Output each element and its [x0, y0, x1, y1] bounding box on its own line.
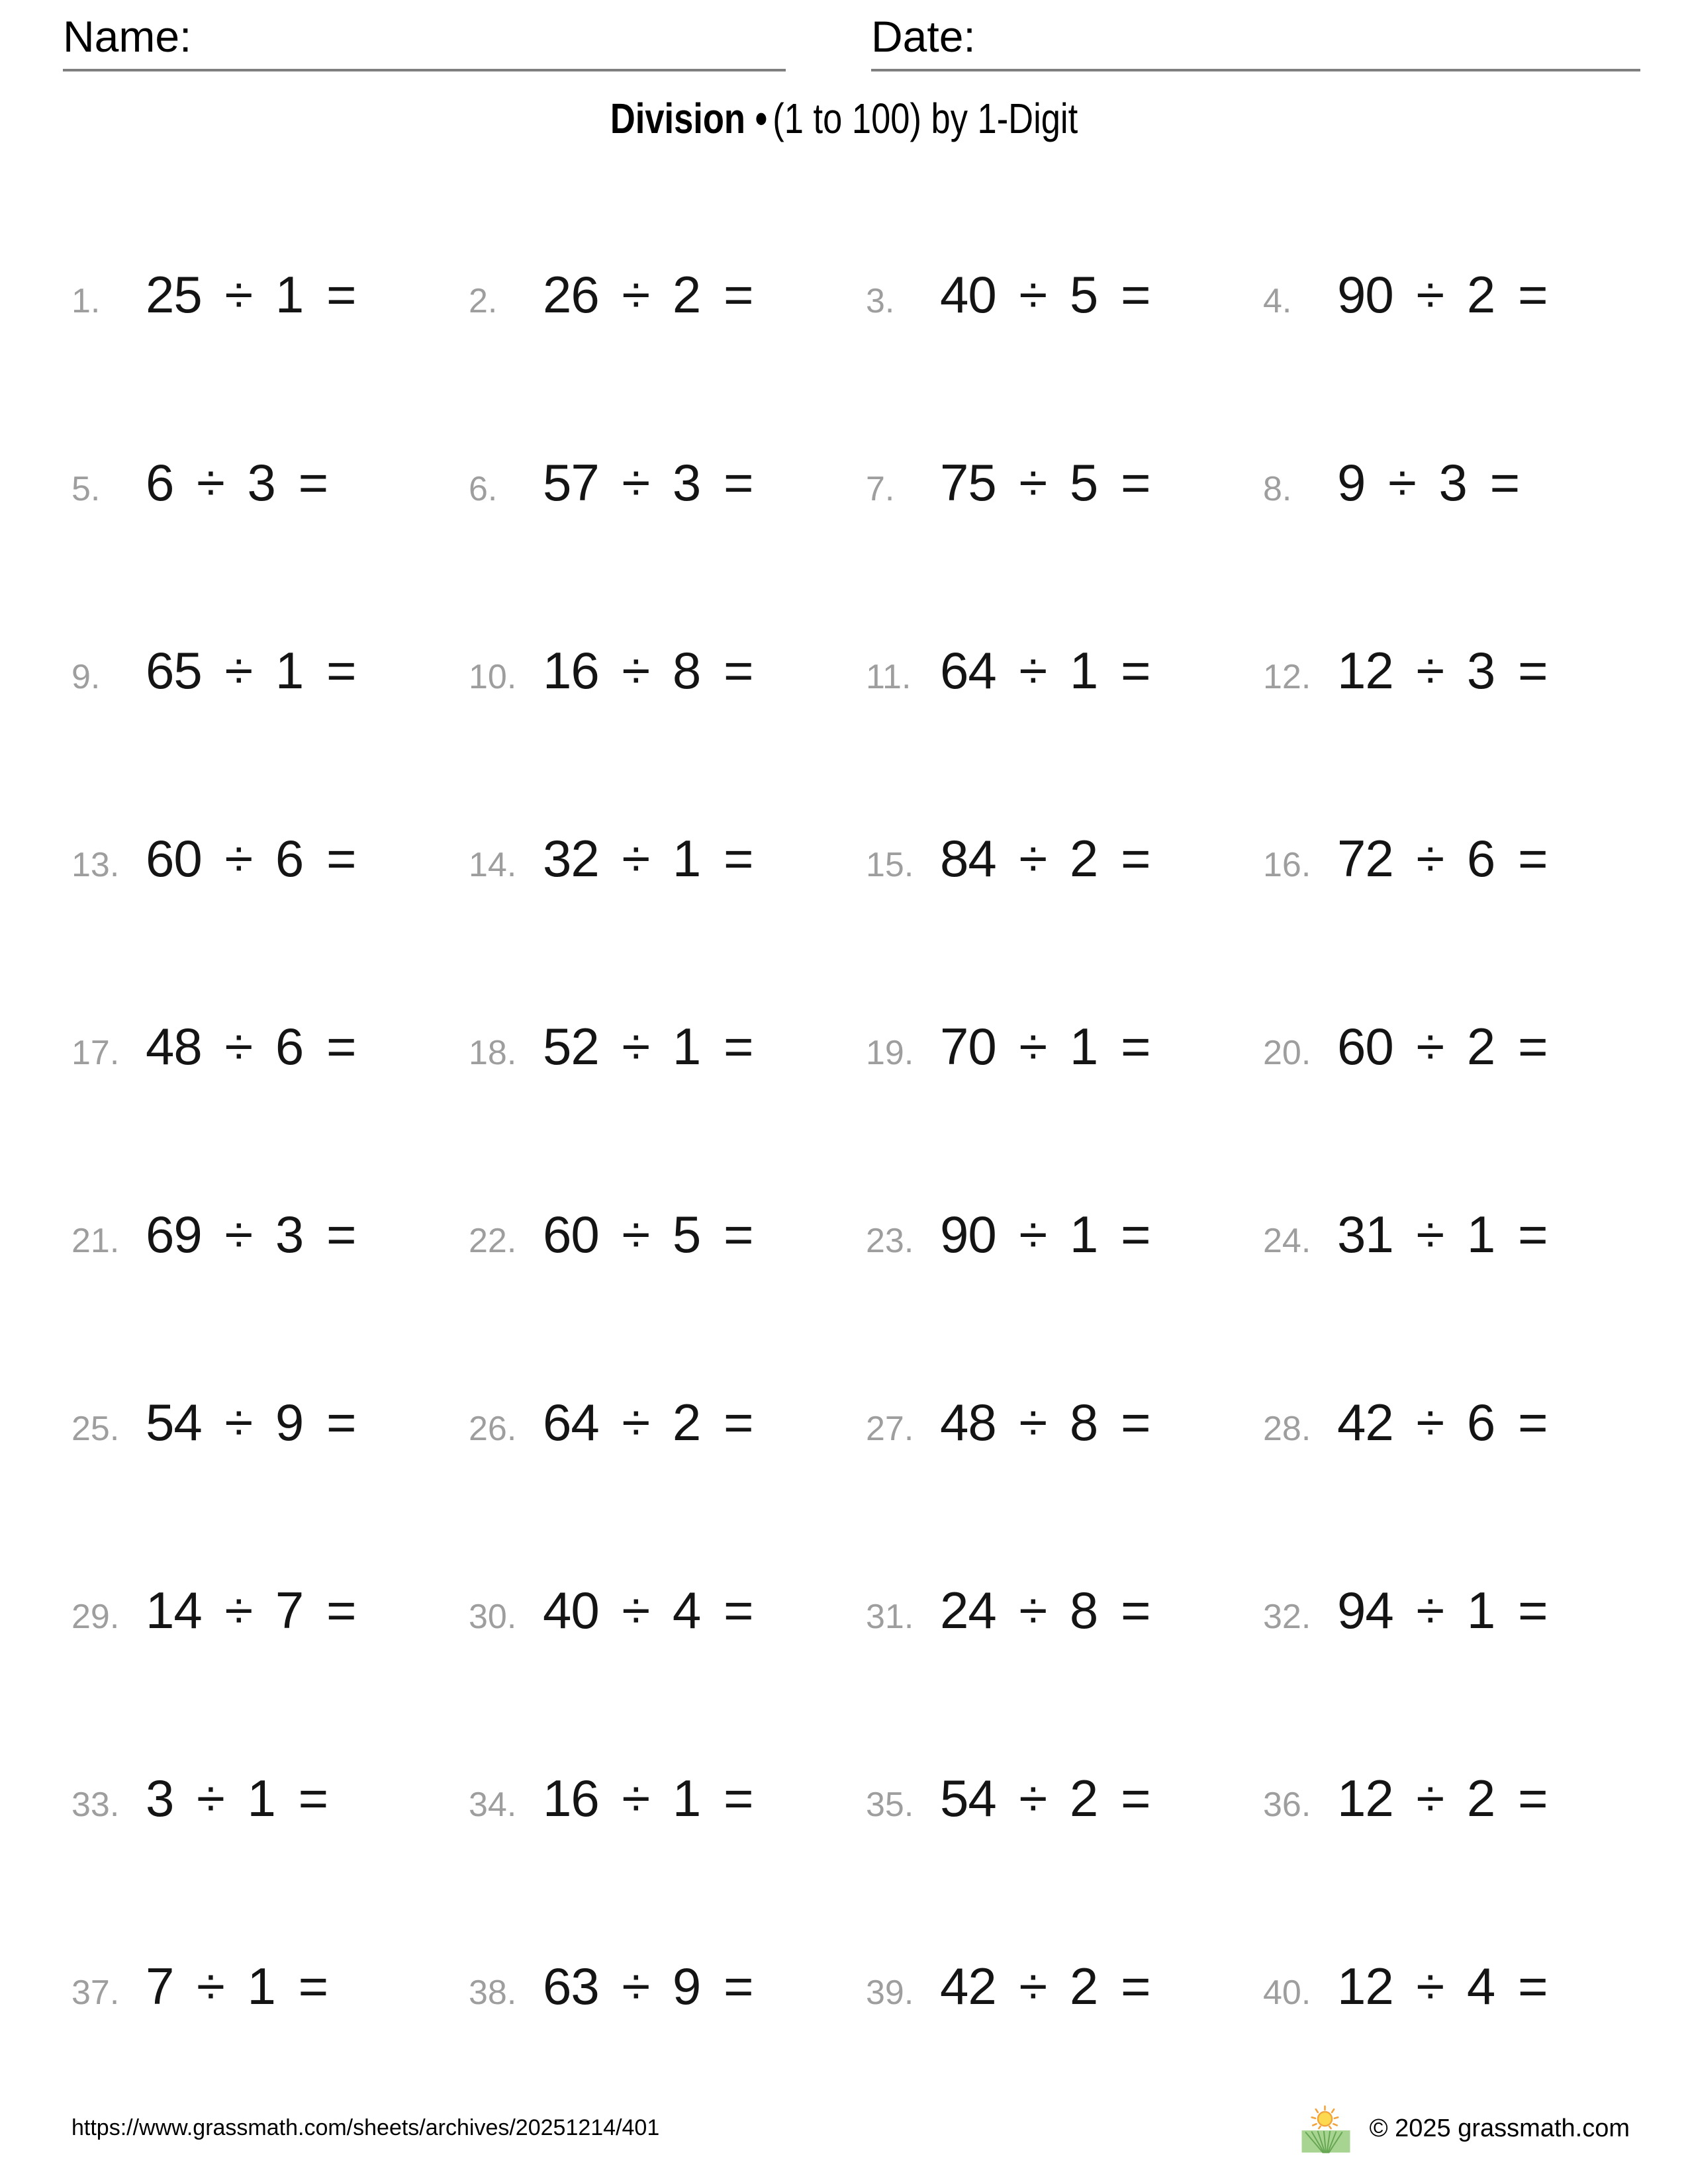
problem-item [1263, 265, 1660, 325]
problem-number: 39. [866, 1973, 914, 2012]
problem-item [469, 1392, 866, 1453]
problem-expression: 48 ÷ 6 = [146, 1017, 356, 1075]
problem-expression: 32 ÷ 1 = [543, 829, 753, 887]
grassmath-logo-icon [1301, 2103, 1351, 2154]
problem-expression: 12 ÷ 2 = [1337, 1768, 1548, 1827]
problem-number: 1. [71, 281, 101, 320]
problem-item [469, 453, 866, 513]
footer-url-link[interactable]: https://www.grassmath.com/sheets/archives/20251214/401 [71, 2115, 660, 2140]
problem-number: 38. [469, 1973, 517, 2012]
problem-number: 5. [71, 469, 101, 508]
problem-number: 10. [469, 657, 517, 696]
problem-expression: 12 ÷ 4 = [1337, 1956, 1548, 2015]
problem-number: 23. [866, 1221, 914, 1260]
problem-number: 34. [469, 1785, 517, 1824]
problem-item [71, 1768, 469, 1829]
problem-item [1263, 1956, 1660, 2017]
problem-item [71, 1956, 469, 2017]
problem-expression: 54 ÷ 9 = [146, 1392, 356, 1451]
problem-number: 18. [469, 1033, 517, 1072]
problem-expression: 48 ÷ 8 = [940, 1392, 1150, 1451]
problem-item [866, 1017, 1263, 1077]
problem-expression: 12 ÷ 3 = [1337, 641, 1548, 700]
problem-number: 11. [866, 657, 912, 696]
problem-number: 33. [71, 1785, 120, 1824]
problem-expression: 24 ÷ 8 = [940, 1580, 1150, 1639]
problem-expression: 16 ÷ 8 = [543, 641, 753, 700]
problem-number: 8. [1263, 469, 1292, 508]
problem-number: 25. [71, 1409, 120, 1448]
problem-expression: 9 ÷ 3 = [1337, 453, 1520, 512]
problem-item [866, 1956, 1263, 2017]
problem-number: 36. [1263, 1785, 1311, 1824]
problem-item [469, 1768, 866, 1829]
problem-item [469, 265, 866, 325]
problem-expression: 90 ÷ 2 = [1337, 265, 1548, 324]
title-subtitle: (1 to 100) by 1-Digit [773, 95, 1078, 142]
problem-expression: 60 ÷ 2 = [1337, 1017, 1548, 1075]
problem-number: 22. [469, 1221, 517, 1260]
problem-item [1263, 453, 1660, 513]
problem-number: 20. [1263, 1033, 1311, 1072]
problem-item [71, 1392, 469, 1453]
problem-number: 31. [866, 1597, 914, 1636]
problem-expression: 69 ÷ 3 = [146, 1205, 356, 1263]
problem-item [71, 1580, 469, 1641]
problem-item [71, 265, 469, 325]
problem-expression: 7 ÷ 1 = [146, 1956, 328, 2015]
problem-item [1263, 1768, 1660, 1829]
problem-expression: 31 ÷ 1 = [1337, 1205, 1548, 1263]
problem-item [469, 1580, 866, 1641]
problem-number: 15. [866, 845, 914, 884]
problem-number: 37. [71, 1973, 120, 2012]
problem-item [1263, 1017, 1660, 1077]
title-bullet: • [755, 95, 768, 142]
date-label: Date: [871, 12, 976, 61]
problem-item [469, 1956, 866, 2017]
problem-expression: 52 ÷ 1 = [543, 1017, 753, 1075]
problem-item [866, 1768, 1263, 1829]
copyright-text: © 2025 grassmath.com [1369, 2114, 1630, 2142]
date-field[interactable] [871, 12, 1640, 71]
problem-expression: 75 ÷ 5 = [940, 453, 1150, 512]
page-title [152, 94, 1536, 143]
problem-number: 6. [469, 469, 498, 508]
problem-item [866, 265, 1263, 325]
problem-expression: 26 ÷ 2 = [543, 265, 753, 324]
problem-item [866, 641, 1263, 701]
problem-number: 28. [1263, 1409, 1311, 1448]
problem-expression: 54 ÷ 2 = [940, 1768, 1150, 1827]
problem-item [866, 453, 1263, 513]
problem-expression: 64 ÷ 2 = [543, 1392, 753, 1451]
problem-number: 9. [71, 657, 101, 696]
problem-number: 17. [71, 1033, 120, 1072]
problem-expression: 65 ÷ 1 = [146, 641, 356, 700]
problem-number: 32. [1263, 1597, 1311, 1636]
problem-item [71, 453, 469, 513]
problem-number: 14. [469, 845, 517, 884]
problems-grid [71, 201, 1660, 2080]
problem-expression: 6 ÷ 3 = [146, 453, 328, 512]
problem-expression: 42 ÷ 2 = [940, 1956, 1150, 2015]
problem-number: 12. [1263, 657, 1311, 696]
problem-expression: 64 ÷ 1 = [940, 641, 1150, 700]
problem-expression: 40 ÷ 5 = [940, 265, 1150, 324]
problem-expression: 3 ÷ 1 = [146, 1768, 328, 1827]
problem-item [469, 1017, 866, 1077]
problem-item [71, 1205, 469, 1265]
problem-item [866, 1392, 1263, 1453]
problem-item [1263, 641, 1660, 701]
problem-number: 29. [71, 1597, 120, 1636]
problem-item [866, 1580, 1263, 1641]
problem-number: 30. [469, 1597, 517, 1636]
problem-expression: 84 ÷ 2 = [940, 829, 1150, 887]
problem-number: 3. [866, 281, 895, 320]
problem-expression: 70 ÷ 1 = [940, 1017, 1150, 1075]
problem-number: 13. [71, 845, 120, 884]
problem-item [1263, 1205, 1660, 1265]
problem-expression: 16 ÷ 1 = [543, 1768, 753, 1827]
footer-brand [1301, 2103, 1630, 2154]
problem-expression: 60 ÷ 6 = [146, 829, 356, 887]
problem-number: 2. [469, 281, 498, 320]
problem-expression: 14 ÷ 7 = [146, 1580, 356, 1639]
problem-expression: 90 ÷ 1 = [940, 1205, 1150, 1263]
problem-expression: 63 ÷ 9 = [543, 1956, 753, 2015]
problem-item [71, 1017, 469, 1077]
problem-expression: 72 ÷ 6 = [1337, 829, 1548, 887]
problem-item [71, 641, 469, 701]
name-field[interactable] [63, 12, 786, 71]
problem-item [1263, 1580, 1660, 1641]
problem-item [469, 1205, 866, 1265]
name-label: Name: [63, 12, 192, 61]
title-main: Division [610, 95, 745, 142]
problem-expression: 42 ÷ 6 = [1337, 1392, 1548, 1451]
problem-number: 21. [71, 1221, 120, 1260]
problem-expression: 40 ÷ 4 = [543, 1580, 753, 1639]
problem-item [469, 641, 866, 701]
problem-item [71, 829, 469, 889]
problem-number: 27. [866, 1409, 914, 1448]
problem-item [866, 1205, 1263, 1265]
problem-expression: 25 ÷ 1 = [146, 265, 356, 324]
problem-number: 24. [1263, 1221, 1311, 1260]
problem-item [1263, 1392, 1660, 1453]
problem-item [469, 829, 866, 889]
problem-number: 35. [866, 1785, 914, 1824]
problem-item [1263, 829, 1660, 889]
problem-number: 7. [866, 469, 895, 508]
problem-expression: 57 ÷ 3 = [543, 453, 753, 512]
problem-item [866, 829, 1263, 889]
problem-expression: 94 ÷ 1 = [1337, 1580, 1548, 1639]
problem-expression: 60 ÷ 5 = [543, 1205, 753, 1263]
problem-number: 26. [469, 1409, 517, 1448]
problem-number: 16. [1263, 845, 1311, 884]
problem-number: 40. [1263, 1973, 1311, 2012]
problem-number: 19. [866, 1033, 914, 1072]
problem-number: 4. [1263, 281, 1292, 320]
